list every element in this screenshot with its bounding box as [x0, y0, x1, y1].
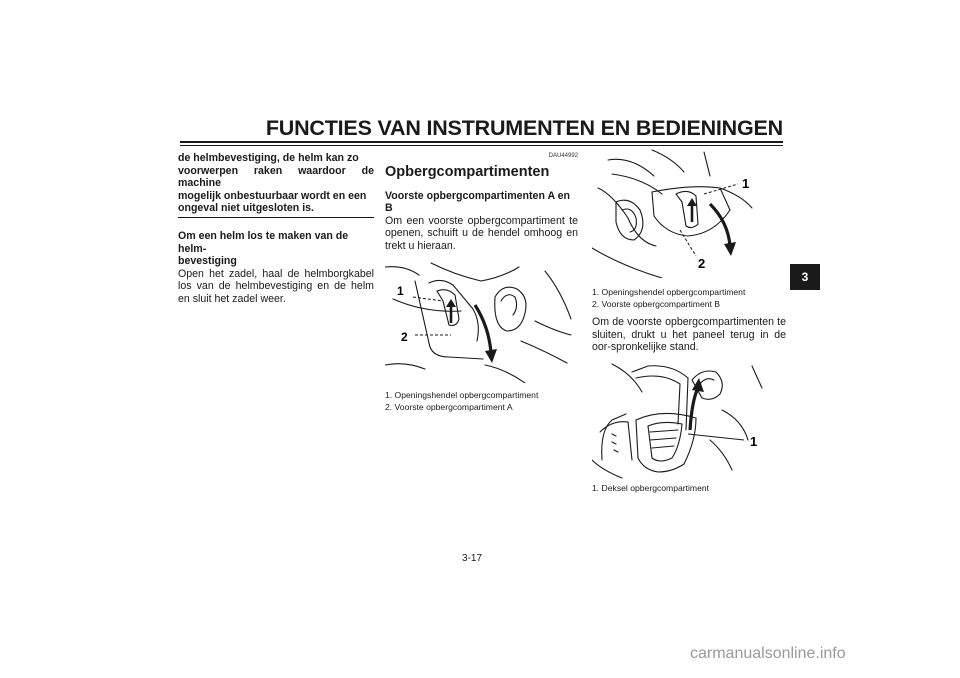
- page-header-title: FUNCTIES VAN INSTRUMENTEN EN BEDIENINGEN: [265, 116, 783, 140]
- close-instructions: Om de voorste opbergcompartimenten te sluiten, drukt u het paneel terug in de oor-spronkelijke stand.: [592, 316, 786, 354]
- page-number: 3-17: [462, 553, 483, 564]
- figure-compartment-lid: [592, 360, 786, 480]
- figure-callout-1: 1: [750, 433, 758, 449]
- caption-line: 1. Deksel opbergcompartiment: [592, 482, 710, 493]
- warning-continuation: [178, 152, 374, 215]
- figure-callout-1: 1: [742, 176, 750, 191]
- column-middle: [385, 148, 578, 413]
- figure-callout-2: 2: [698, 256, 706, 271]
- helmet-release-heading: [178, 230, 374, 268]
- document-code: DAU44992: [548, 153, 578, 159]
- caption-line: 1. Openingshendel opbergcompartiment: [385, 389, 539, 400]
- section-title: Opbergcompartimenten: [385, 163, 550, 180]
- figure-compartment-b: [592, 148, 786, 278]
- heading-line: Om een helm los te maken van de helm-: [178, 229, 349, 255]
- warning-line: ongeval niet uitgesloten is.: [178, 202, 314, 215]
- warning-end-rule: [178, 217, 374, 218]
- open-instructions: Om een voorste opbergcompartiment te openen, schuift u de hendel omhoog en trekt u hieraan.: [385, 214, 578, 252]
- watermark: carmanualsonline.info: [690, 645, 846, 662]
- figure-captions-a: [385, 389, 578, 413]
- subheading: Voorste opbergcompartimenten A en B: [385, 189, 571, 215]
- figure-captions-lid: [592, 482, 786, 494]
- warning-line: mogelijk onbestuurbaar wordt en een: [178, 189, 367, 202]
- figure-callout-1: 1: [397, 283, 404, 298]
- header-rule-thin: [180, 145, 783, 146]
- heading-line: bevestiging: [178, 255, 237, 268]
- warning-line: voorwerpen raken waardoor de machine: [178, 164, 374, 190]
- caption-line: 2. Voorste opbergcompartiment B: [592, 299, 721, 309]
- column-right: [592, 148, 786, 494]
- chapter-tab: 3: [790, 264, 820, 290]
- figure-compartment-a: [385, 261, 575, 383]
- caption-line: 1. Openingshendel opbergcompartiment: [592, 287, 746, 297]
- column-left: [178, 152, 374, 306]
- header-rule: [180, 141, 783, 143]
- figure-captions-b: [592, 286, 786, 310]
- figure-callout-2: 2: [401, 329, 408, 344]
- warning-line: de helmbevestiging, de helm kan zo: [178, 152, 359, 164]
- caption-line: 2. Voorste opbergcompartiment A: [385, 401, 513, 412]
- helmet-release-body: Open het zadel, haal de helmborgkabel los van de helmbevestiging en de helm en sluit het zadel weer.: [178, 267, 374, 305]
